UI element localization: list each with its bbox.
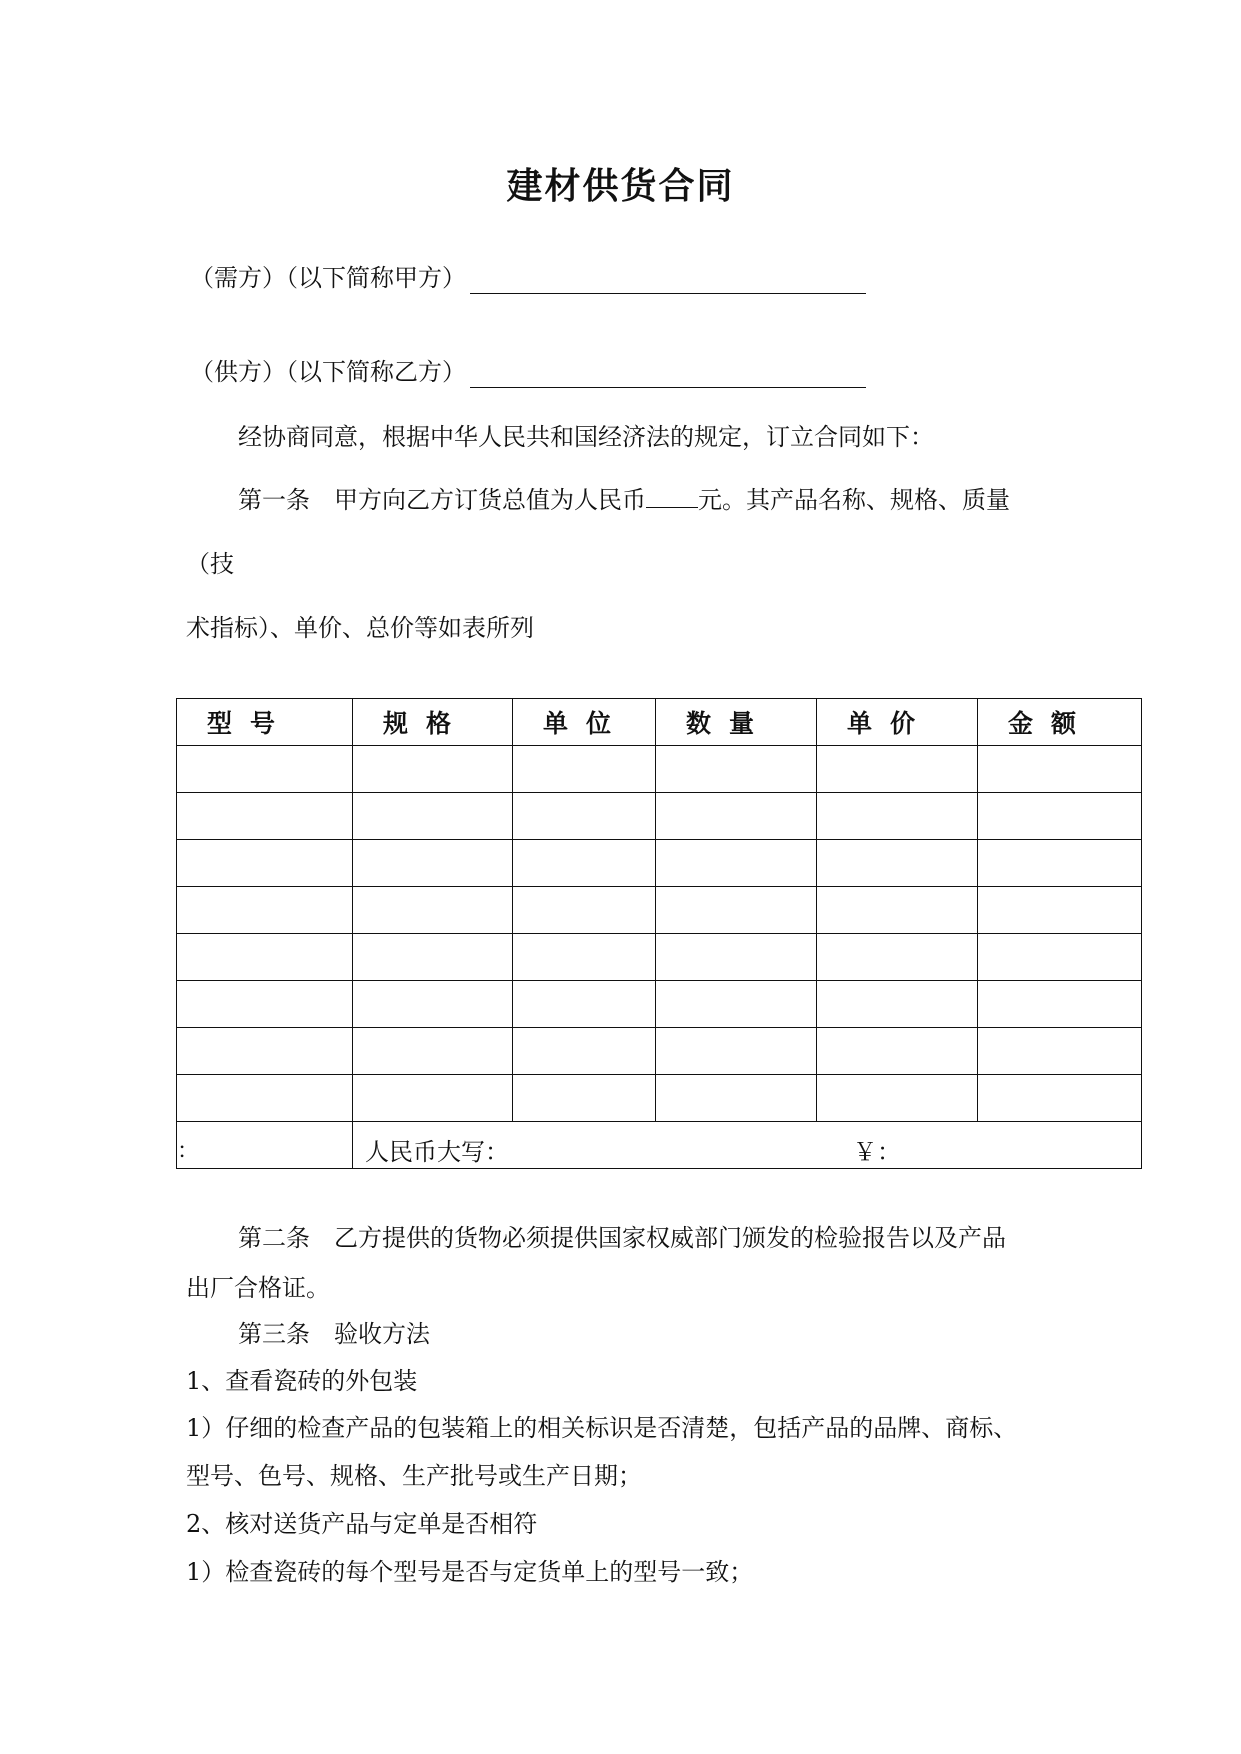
table-cell[interactable]: [513, 934, 656, 981]
table-cell[interactable]: [656, 934, 817, 981]
table-cell[interactable]: [978, 746, 1142, 793]
table-row: [177, 934, 1142, 981]
table-cell[interactable]: [978, 981, 1142, 1028]
table-row: [177, 840, 1142, 887]
article1-line3: 术指标）、单价、总价等如表所列: [186, 614, 534, 642]
article1-suffix: 元。其产品名称、规格、质量: [698, 486, 1010, 514]
table-cell[interactable]: [177, 746, 353, 793]
table-row: [177, 1028, 1142, 1075]
article3-item-1: 1、查看瓷砖的外包装: [186, 1367, 418, 1395]
table-row: [177, 1075, 1142, 1122]
article3-item-2: 1）仔细的检查产品的包装箱上的相关标识是否清楚，包括产品的品牌、商标、: [186, 1414, 1018, 1442]
table-cell[interactable]: [978, 793, 1142, 840]
table-cell[interactable]: [513, 840, 656, 887]
table-cell[interactable]: [656, 793, 817, 840]
table-cell[interactable]: [513, 887, 656, 934]
document-title: 建材供货合同: [506, 165, 735, 207]
table-cell[interactable]: [978, 934, 1142, 981]
party-a-line: [190, 262, 866, 294]
table-cell[interactable]: [353, 840, 513, 887]
table-header-row: [177, 699, 1142, 746]
table-row: [177, 981, 1142, 1028]
table-cell[interactable]: [817, 981, 978, 1028]
table-cell[interactable]: [353, 981, 513, 1028]
table-cell[interactable]: [353, 887, 513, 934]
party-a-label: （需方）（以下简称甲方）: [190, 264, 466, 292]
party-b-line: [190, 356, 866, 388]
header-unit: 单位: [513, 699, 656, 746]
total-label-cell: [177, 1122, 353, 1169]
table-row: [177, 793, 1142, 840]
party-a-blank[interactable]: [470, 271, 866, 294]
table-cell[interactable]: [656, 1028, 817, 1075]
table-cell[interactable]: [978, 840, 1142, 887]
table-cell[interactable]: [177, 934, 353, 981]
intro-paragraph: 经协商同意，根据中华人民共和国经济法的规定，订立合同如下：: [238, 423, 934, 451]
article3-item-4: 2、核对送货产品与定单是否相符: [186, 1510, 538, 1538]
table-cell[interactable]: [817, 1028, 978, 1075]
table-cell[interactable]: [177, 1028, 353, 1075]
article1-line1: [238, 484, 1010, 516]
article2-line1: 第二条 乙方提供的货物必须提供国家权威部门颁发的检验报告以及产品: [238, 1224, 1006, 1252]
rmb-uppercase-label: 人民币大写：: [365, 1138, 509, 1166]
table-cell[interactable]: [353, 1028, 513, 1075]
article2-line2: 出厂合格证。: [186, 1274, 330, 1302]
table-cell[interactable]: [978, 1075, 1142, 1122]
table-cell[interactable]: [656, 1075, 817, 1122]
header-amount: 金额: [978, 699, 1142, 746]
header-unit-price: 单价: [817, 699, 978, 746]
table-row: [177, 746, 1142, 793]
table-cell[interactable]: [656, 746, 817, 793]
header-quantity: 数量: [656, 699, 817, 746]
table-cell[interactable]: [817, 793, 978, 840]
table-cell[interactable]: [817, 746, 978, 793]
table-cell[interactable]: [513, 1028, 656, 1075]
table-cell[interactable]: [513, 746, 656, 793]
header-spec: 规格: [353, 699, 513, 746]
table-cell[interactable]: [656, 981, 817, 1028]
table-cell[interactable]: [177, 981, 353, 1028]
party-b-label: （供方）（以下简称乙方）: [190, 358, 466, 386]
article1-prefix: 第一条 甲方向乙方订货总值为人民币: [238, 486, 646, 514]
table-cell[interactable]: [177, 840, 353, 887]
table-cell[interactable]: [353, 1075, 513, 1122]
amount-blank[interactable]: [646, 485, 698, 508]
table-cell[interactable]: [513, 981, 656, 1028]
table-cell[interactable]: [978, 887, 1142, 934]
table-cell[interactable]: [656, 887, 817, 934]
table-cell[interactable]: [513, 793, 656, 840]
table-cell[interactable]: [978, 1028, 1142, 1075]
article3-item-3: 型号、色号、规格、生产批号或生产日期；: [186, 1462, 642, 1490]
goods-table: [176, 698, 1142, 1169]
yen-label: ￥：: [853, 1138, 901, 1166]
table-cell[interactable]: [656, 840, 817, 887]
table-cell[interactable]: [177, 887, 353, 934]
table-cell[interactable]: [353, 793, 513, 840]
table-cell[interactable]: [177, 793, 353, 840]
article1-line2: （技: [186, 550, 234, 578]
table-total-row: [177, 1122, 1142, 1169]
article3-heading: 第三条 验收方法: [238, 1320, 430, 1348]
total-label: ：: [177, 1139, 200, 1164]
total-value-cell[interactable]: [353, 1122, 1142, 1169]
table-cell[interactable]: [817, 1075, 978, 1122]
table-cell[interactable]: [353, 934, 513, 981]
table-cell[interactable]: [177, 1075, 353, 1122]
header-model: 型号: [177, 699, 353, 746]
party-b-blank[interactable]: [470, 365, 866, 388]
table-cell[interactable]: [513, 1075, 656, 1122]
table-cell[interactable]: [353, 746, 513, 793]
table-cell[interactable]: [817, 887, 978, 934]
table-row: [177, 887, 1142, 934]
article3-item-5: 1）检查瓷砖的每个型号是否与定货单上的型号一致；: [186, 1558, 754, 1586]
table-cell[interactable]: [817, 840, 978, 887]
table-cell[interactable]: [817, 934, 978, 981]
